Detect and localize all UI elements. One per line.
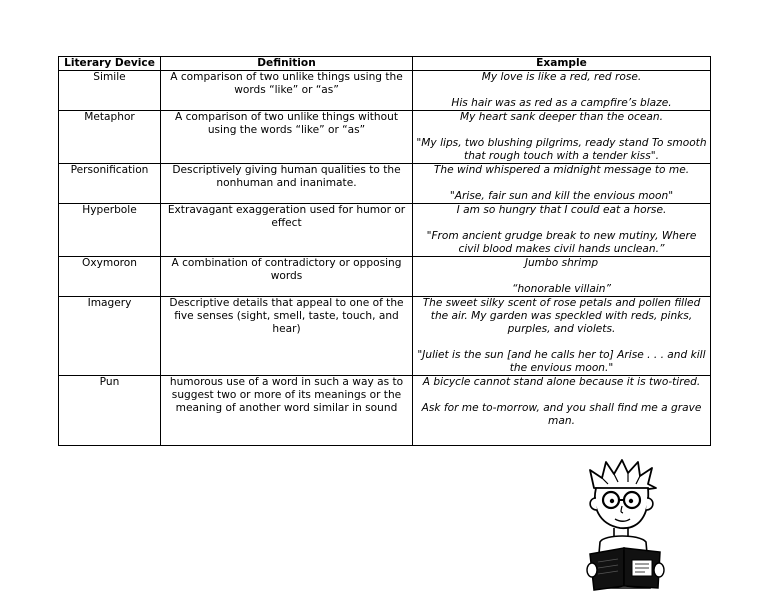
example-text: A bicycle cannot stand alone because it is two-tired.	[422, 376, 701, 388]
example-text: "From ancient grudge break to new mutiny, Where civil blood makes civil hands unclean.”	[426, 230, 697, 255]
device-cell: Hyperbole	[59, 204, 161, 257]
example-cell	[413, 71, 711, 111]
example-text: "Arise, fair sun and kill the envious moon"	[449, 190, 674, 202]
example-cell	[413, 376, 711, 446]
example-text: His hair was as red as a campfire’s blaze.	[451, 97, 672, 109]
example-cell	[413, 111, 711, 164]
example-text: "Juliet is the sun [and he calls her to] Arise . . . and kill the envious moon."	[417, 349, 706, 374]
definition-cell: Descriptively giving human qualities to the nonhuman and inanimate.	[161, 164, 413, 204]
table-row	[59, 164, 711, 204]
device-cell: Imagery	[59, 297, 161, 376]
example-cell	[413, 257, 711, 297]
example-text: My love is like a red, red rose.	[481, 71, 642, 83]
table-header-row	[59, 57, 711, 71]
example-cell	[413, 297, 711, 376]
example-text: Ask for me to-morrow, and you shall find me a grave man.	[421, 402, 702, 427]
device-cell: Metaphor	[59, 111, 161, 164]
example-text: The wind whispered a midnight message to me.	[433, 164, 690, 176]
example-text: Jumbo shrimp	[524, 257, 599, 269]
example-text: My heart sank deeper than the ocean.	[460, 111, 663, 123]
device-cell: Pun	[59, 376, 161, 446]
device-cell: Oxymoron	[59, 257, 161, 297]
definition-cell: A comparison of two unlike things without using the words “like” or “as”	[161, 111, 413, 164]
table-row	[59, 71, 711, 111]
device-cell: Personification	[59, 164, 161, 204]
definition-cell: Descriptive details that appeal to one of the five senses (sight, smell, taste, touch, and hear)	[161, 297, 413, 376]
definition-cell: A combination of contradictory or opposing words	[161, 257, 413, 297]
table-row	[59, 257, 711, 297]
definition-cell: A comparison of two unlike things using the words “like” or “as”	[161, 71, 413, 111]
header-definition: Definition	[161, 57, 413, 71]
table-row	[59, 376, 711, 446]
literary-devices-table	[58, 56, 711, 446]
example-text: The sweet silky scent of rose petals and pollen filled the air. My garden was speckled with reds, pinks, purples, and violets.	[422, 297, 701, 335]
example-text: I am so hungry that I could eat a horse.	[456, 204, 667, 216]
table-row	[59, 111, 711, 164]
example-cell	[413, 164, 711, 204]
table-row	[59, 204, 711, 257]
header-literary-device: Literary Device	[59, 57, 161, 71]
definition-cell: humorous use of a word in such a way as to suggest two or more of its meanings or the meaning of another word similar in sound	[161, 376, 413, 446]
example-text: "My lips, two blushing pilgrims, ready stand To smooth that rough touch with a tender kiss".	[416, 137, 707, 162]
header-example: Example	[413, 57, 711, 71]
boy-reading-book-icon	[580, 458, 670, 592]
example-text: “honorable villain”	[511, 283, 612, 295]
example-cell	[413, 204, 711, 257]
table-row	[59, 297, 711, 376]
definition-cell: Extravagant exaggeration used for humor or effect	[161, 204, 413, 257]
device-cell: Simile	[59, 71, 161, 111]
